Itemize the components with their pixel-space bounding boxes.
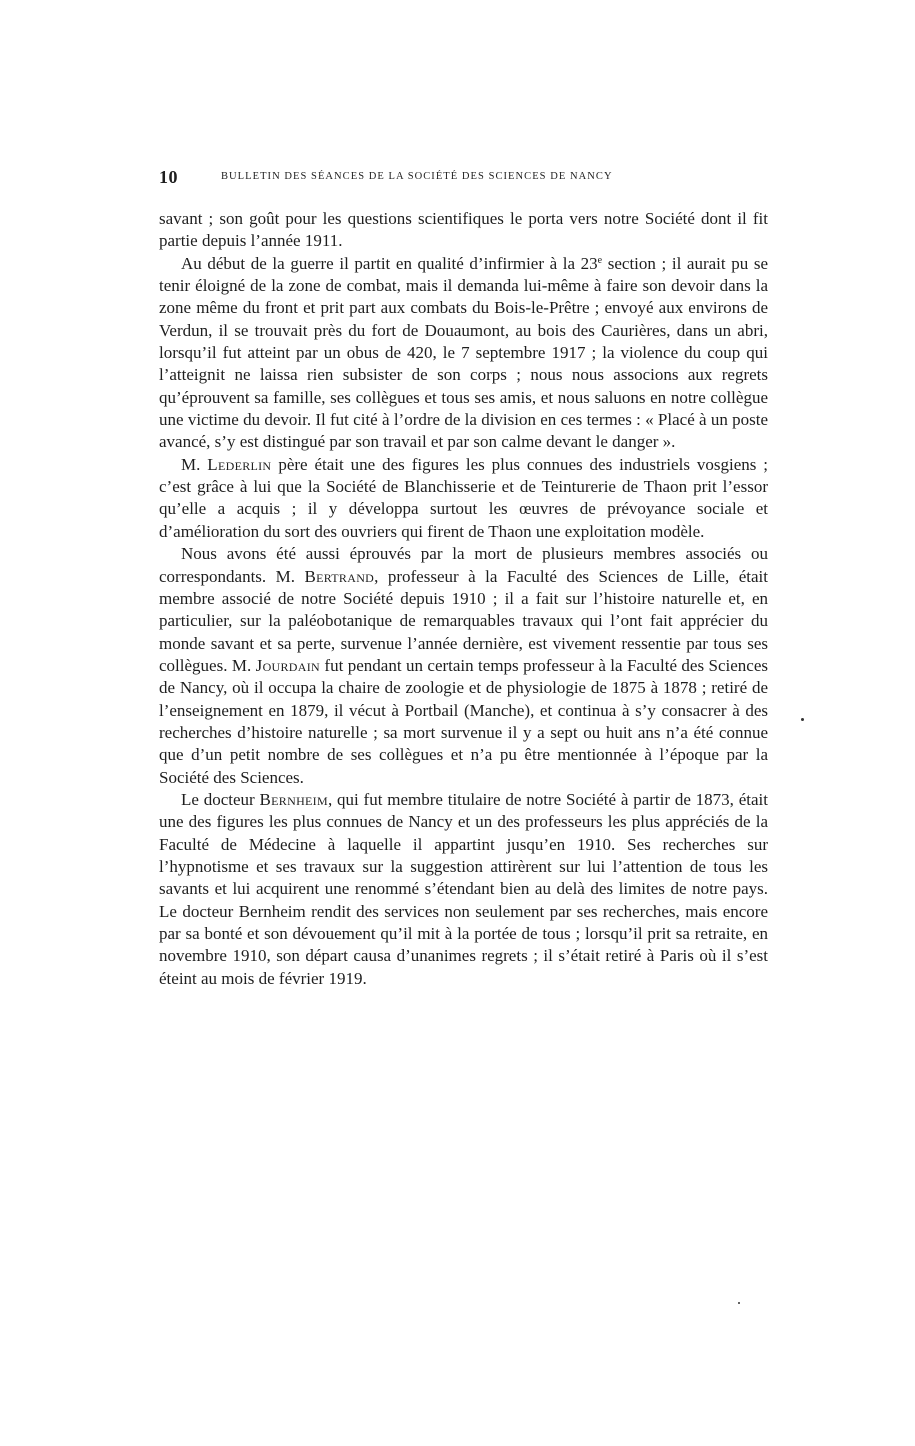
ordinal-superscript: e (597, 254, 603, 266)
paragraph-war-service (159, 253, 768, 454)
page-header (159, 167, 769, 191)
person-name-bernheim: Bernheim (259, 789, 328, 809)
paragraph-prefix: M. (181, 454, 208, 474)
paragraph-text-b: , professeur à la Faculté des Sciences de Lille, était membre associé de notre Société depuis 1910 ; il a fait sur l’histoire naturelle et, en particulier, sur la paléobotanique de remarquables travaux qui l’ont fait apprécier du monde savant et sa perte, survenue l’année dernière, est vivement ressentie par tous ses collègues. M. (159, 566, 768, 675)
print-speck (738, 1302, 740, 1304)
person-name-jourdain: Jourdain (255, 655, 321, 675)
paragraph-text: , qui fut membre titulaire de notre Société à partir de 1873, était une des figures les plus connues de Nancy et un des professeurs les plus appréciés de la Faculté de Médecine à laquelle il appartint jusqu’en 1910. Ses recherches sur l’hypnotisme et ses travaux sur la suggestion attirèrent sur lui l’attention de tous les savants et lui acquirent une renommé s’étendant bien au delà des limites de notre pays. Le docteur Bernheim rendit des services non seulement par ses recherches, mais encore par sa bonté et son dévouement qu’il mit à la portée de tous ; lorsqu’il prit sa retraite, en novembre 1910, son départ causa d’unanimes regrets ; il s’était retiré à Paris où il s’est éteint au mois de février 1919. (159, 789, 768, 988)
paragraph-text: savant ; son goût pour les questions scientifiques le porta vers notre Société dont il fit partie depuis l’année 1911. (159, 209, 768, 251)
print-speck (801, 718, 804, 721)
paragraph-text-c: fut pendant un certain temps professeur à la Faculté des Sciences de Nancy, où il occupa la chaire de zoologie et de physiologie de 1875 à 1878 ; retiré de l’enseignement en 1879, il vécut à Portbail (Manche), et continua à s’y consacrer à des recherches d’histoire naturelle ; sa mort survenue il y a sept ou huit ans n’a été connue que d’un petit nombre de ses collègues et n’a pu être mentionnée à l’époque par la Société des Sciences. (159, 655, 768, 787)
paragraph-continuation (159, 208, 768, 253)
paragraph-associates (159, 543, 768, 789)
running-head: BULLETIN DES SÉANCES DE LA SOCIÉTÉ DES SCIENCES DE NANCY (221, 171, 613, 182)
person-name-lederlin: Lederlin (207, 454, 272, 474)
paragraph-text-start: Au début de la guerre il partit en qualité d’infirmier à la 23 (181, 253, 598, 273)
paragraph-text: père était une des figures les plus connues des industriels vosgiens ; c’est grâce à lui que la Société de Blanchisserie et de Teinturerie de Thaon prit l’essor qu’elle a acquis ; il y développa surtout les œuvres de prévoyance sociale et d’amélioration du sort des ouvriers qui firent de Thaon une exploitation modèle. (159, 454, 768, 541)
paragraph-text-end: section ; il aurait pu se tenir éloigné de la zone de combat, mais il demanda lui-même à faire son devoir dans la zone même du front et prit part aux combats du Bois-le-Prêtre ; envoyé aux environs de Verdun, il se trouvait près du fort de Douaumont, au bois des Caurières, dans un abri, lorsqu’il fut atteint par un obus de 420, le 7 septembre 1917 ; la violence du coup qui l’atteignit ne laissa rien subsister de son corps ; nous nous associons aux regrets qu’éprouvent sa famille, ses collègues et tous ses amis, et nous saluons en notre collègue une victime du devoir. Il fut cité à l’ordre de la division en ces termes : « Placé à un poste avancé, s’y est distingué par son travail et par son calme devant le danger ». (159, 253, 768, 452)
page-number: 10 (159, 167, 178, 187)
paragraph-lederlin (159, 454, 768, 543)
person-name-bertrand: Bertrand (304, 566, 375, 586)
paragraph-text-a: Nous avons été aussi éprouvés par la mort de plusieurs membres associés ou correspondants. M. (159, 544, 768, 586)
paragraph-prefix: Le docteur (181, 789, 260, 809)
paragraph-bernheim (159, 789, 768, 990)
body-text (159, 208, 768, 990)
